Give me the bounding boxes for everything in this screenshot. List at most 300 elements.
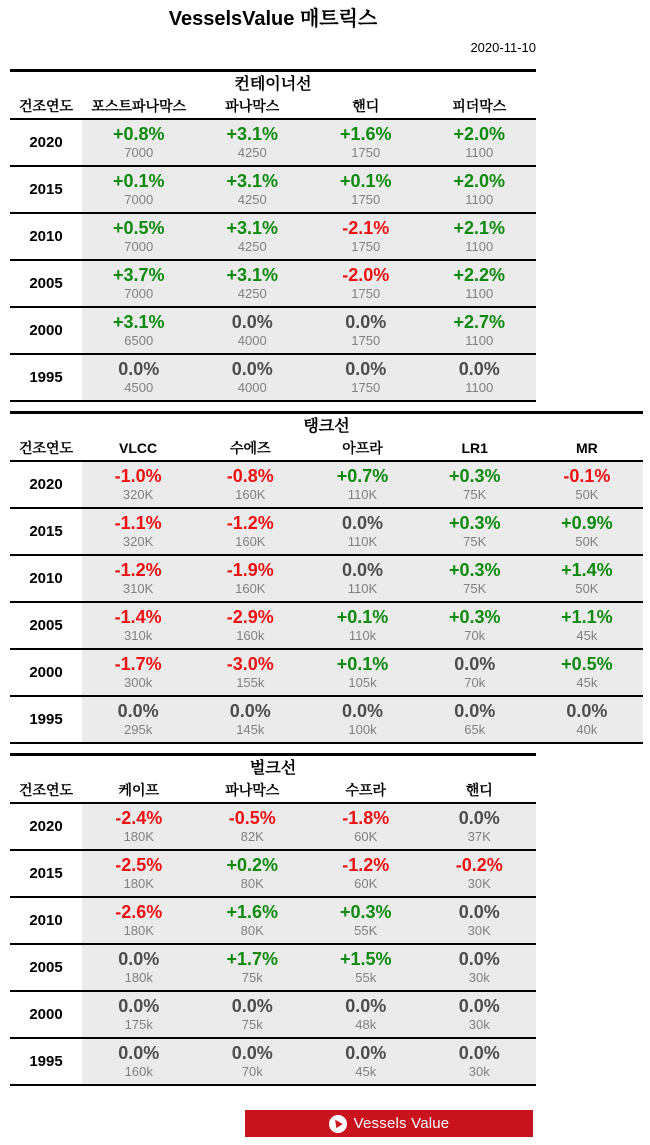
percent-change: +0.7% — [336, 466, 389, 486]
value-cells — [82, 697, 643, 742]
vessel-size: 1100 — [465, 380, 494, 395]
table-row — [10, 896, 536, 943]
percent-change: -2.5% — [115, 855, 163, 875]
table-header — [10, 411, 643, 460]
value-cell — [196, 261, 310, 306]
percent-change: 0.0% — [345, 359, 387, 379]
vessel-size: 310K — [122, 581, 154, 596]
percent-change: +3.1% — [226, 124, 279, 144]
percent-change: +1.4% — [561, 560, 613, 580]
value-cell — [423, 308, 537, 353]
value-cells — [82, 945, 536, 990]
table-row — [10, 648, 643, 695]
percent-change: +0.5% — [112, 218, 165, 238]
percent-change: -1.4% — [114, 607, 162, 627]
vessel-size: 70k — [241, 1064, 263, 1079]
table-body — [10, 802, 536, 1086]
percent-change: 0.0% — [458, 808, 500, 828]
vessel-size: 7000 — [124, 192, 154, 207]
vessel-size: 160K — [235, 487, 266, 502]
percent-change: 0.0% — [345, 312, 387, 332]
value-cell — [531, 462, 643, 507]
vessel-size: 60K — [354, 829, 378, 844]
percent-change: -3.0% — [226, 654, 274, 674]
vessel-size: 37K — [467, 829, 491, 844]
percent-change: +0.2% — [226, 855, 279, 875]
vessel-size: 6500 — [124, 333, 154, 348]
percent-change: +3.7% — [112, 265, 165, 285]
year-cell: 1995 — [10, 697, 82, 742]
table-body — [10, 118, 536, 402]
value-cells — [82, 308, 536, 353]
vessel-size: 30k — [468, 970, 490, 985]
column-header: 수프라 — [345, 782, 387, 798]
percent-change: 0.0% — [118, 949, 160, 969]
vessel-size: 1750 — [351, 333, 381, 348]
percent-change: +3.1% — [226, 171, 279, 191]
table-row — [10, 212, 536, 259]
vessel-size: 7000 — [124, 286, 154, 301]
percent-change: +2.0% — [453, 171, 506, 191]
value-cells — [82, 509, 643, 554]
percent-change: +0.3% — [339, 902, 392, 922]
table-title: 벌크선 — [249, 760, 297, 777]
column-header-row — [10, 97, 536, 118]
vessel-size: 1750 — [351, 239, 381, 254]
vessel-size: 30k — [468, 1017, 490, 1032]
vessel-size: 320K — [122, 534, 154, 549]
vessel-size: 60K — [354, 876, 378, 891]
vesselsvalue-logo-icon — [329, 1115, 347, 1133]
table-row — [10, 601, 643, 648]
percent-change: +0.1% — [336, 654, 389, 674]
value-cell — [196, 898, 310, 943]
year-cell: 2000 — [10, 650, 82, 695]
percent-change: 0.0% — [345, 996, 387, 1016]
value-cell — [309, 1039, 423, 1084]
value-cell — [423, 1039, 537, 1084]
value-cell — [194, 462, 306, 507]
year-cell: 2010 — [10, 556, 82, 601]
value-cell — [531, 697, 643, 742]
percent-change: +2.1% — [453, 218, 506, 238]
percent-change: +2.2% — [453, 265, 506, 285]
vessel-size: 105k — [348, 675, 377, 690]
value-cell — [309, 898, 423, 943]
value-cell — [82, 462, 194, 507]
value-cell — [306, 603, 418, 648]
vessel-size: 100k — [348, 722, 377, 737]
vessel-size: 1100 — [465, 192, 494, 207]
value-cell — [82, 697, 194, 742]
value-cell — [531, 509, 643, 554]
value-cell — [309, 167, 423, 212]
table-row — [10, 460, 643, 507]
value-cell — [82, 898, 196, 943]
report-date: 2020-11-10 — [470, 40, 536, 55]
value-cell — [423, 167, 537, 212]
value-cell — [82, 945, 196, 990]
vessel-size: 55k — [355, 970, 377, 985]
vessel-size: 1750 — [351, 380, 381, 395]
vessel-size: 110k — [348, 628, 377, 643]
year-cell: 2015 — [10, 167, 82, 212]
vessel-size: 50K — [575, 487, 599, 502]
vessel-size: 180K — [123, 876, 154, 891]
column-header: LR1 — [461, 440, 488, 456]
column-header: 피더막스 — [452, 98, 507, 114]
vessel-size: 145k — [236, 722, 265, 737]
value-cell — [196, 167, 310, 212]
vessel-size: 80K — [240, 923, 264, 938]
value-cell — [309, 120, 423, 165]
value-cells — [82, 261, 536, 306]
percent-change: +0.8% — [112, 124, 165, 144]
vessel-size: 55K — [354, 923, 378, 938]
value-cell — [423, 214, 537, 259]
percent-change: +1.1% — [561, 607, 613, 627]
value-cell — [194, 556, 306, 601]
vessel-size: 4250 — [237, 145, 267, 160]
report-header — [10, 0, 536, 56]
vessel-size: 1750 — [351, 145, 381, 160]
vessel-size: 175k — [124, 1017, 153, 1032]
vessel-size: 75K — [463, 534, 487, 549]
value-cells — [82, 898, 536, 943]
value-cell — [196, 355, 310, 400]
value-cell — [419, 462, 531, 507]
percent-change: +0.1% — [336, 607, 389, 627]
column-header: 수에즈 — [230, 440, 271, 456]
percent-change: 0.0% — [458, 949, 500, 969]
value-cell — [423, 804, 537, 849]
column-header: 핸디 — [352, 98, 380, 114]
value-cell — [309, 851, 423, 896]
vessel-size: 1100 — [465, 286, 494, 301]
column-header: 케이프 — [118, 782, 160, 798]
percent-change: 0.0% — [341, 513, 384, 533]
value-cell — [82, 1039, 196, 1084]
value-cell — [82, 167, 196, 212]
value-cell — [309, 804, 423, 849]
value-cell — [82, 992, 196, 1037]
column-header-row — [10, 439, 643, 460]
table-row — [10, 259, 536, 306]
percent-change: 0.0% — [454, 654, 496, 674]
column-header: VLCC — [119, 440, 158, 456]
percent-change: 0.0% — [458, 996, 500, 1016]
vessel-size: 4000 — [237, 380, 267, 395]
vessel-size: 110K — [347, 534, 378, 549]
vessel-size: 50K — [575, 581, 599, 596]
percent-change: +0.9% — [561, 513, 613, 533]
vessel-size: 1750 — [351, 286, 381, 301]
vessel-size: 45k — [576, 628, 598, 643]
table-header — [10, 69, 536, 118]
column-header: MR — [576, 440, 598, 456]
percent-change: 0.0% — [229, 701, 271, 721]
value-cell — [423, 851, 537, 896]
percent-change: 0.0% — [345, 1043, 387, 1063]
year-column-header: 건조연도 — [18, 98, 74, 114]
column-header-row — [10, 781, 536, 802]
value-cell — [309, 945, 423, 990]
vessel-size: 295k — [124, 722, 153, 737]
column-headers — [82, 781, 536, 799]
year-cell: 2015 — [10, 851, 82, 896]
value-cell — [196, 851, 310, 896]
percent-change: -1.8% — [342, 808, 390, 828]
percent-change: +0.1% — [339, 171, 392, 191]
vessel-size: 4250 — [237, 286, 267, 301]
value-cell — [196, 1039, 310, 1084]
value-cell — [306, 509, 418, 554]
vessel-size: 82K — [240, 829, 264, 844]
table-row — [10, 943, 536, 990]
year-column-header: 건조연도 — [18, 440, 74, 456]
value-cell — [82, 650, 194, 695]
year-cell: 2005 — [10, 261, 82, 306]
value-cell — [196, 945, 310, 990]
table-title: 컨테이너선 — [234, 76, 312, 93]
value-cell — [82, 120, 196, 165]
vessel-size: 180K — [123, 923, 154, 938]
percent-change: -0.8% — [226, 466, 274, 486]
value-cells — [82, 804, 536, 849]
year-cell: 2020 — [10, 804, 82, 849]
value-cell — [306, 697, 418, 742]
percent-change: +3.1% — [112, 312, 165, 332]
vessel-size: 160k — [236, 628, 265, 643]
value-cell — [309, 355, 423, 400]
vessel-size: 70k — [464, 675, 486, 690]
value-cell — [531, 603, 643, 648]
table-row — [10, 507, 643, 554]
value-cell — [196, 214, 310, 259]
percent-change: +0.3% — [448, 607, 501, 627]
vessel-size: 4000 — [237, 333, 267, 348]
percent-change: -2.6% — [115, 902, 163, 922]
percent-change: 0.0% — [118, 1043, 160, 1063]
value-cell — [194, 509, 306, 554]
table-row — [10, 165, 536, 212]
value-cell — [419, 509, 531, 554]
value-cell — [196, 120, 310, 165]
year-cell: 2005 — [10, 945, 82, 990]
value-cell — [194, 650, 306, 695]
value-cell — [419, 603, 531, 648]
value-cell — [82, 603, 194, 648]
value-cell — [419, 556, 531, 601]
vessel-size: 110K — [347, 581, 378, 596]
percent-change: +3.1% — [226, 218, 279, 238]
vessel-size: 1750 — [351, 192, 381, 207]
vessel-size: 30K — [467, 876, 491, 891]
vessel-size: 45k — [576, 675, 598, 690]
table-header — [10, 753, 536, 802]
percent-change: +1.6% — [339, 124, 392, 144]
value-cells — [82, 120, 536, 165]
vessel-size: 7000 — [124, 145, 154, 160]
vessel-size: 180k — [124, 970, 153, 985]
percent-change: -1.2% — [114, 560, 162, 580]
matrix-tables — [0, 69, 650, 1086]
value-cell — [194, 603, 306, 648]
vessel-size: 48k — [355, 1017, 377, 1032]
vessel-size: 75k — [241, 970, 263, 985]
vessel-size: 310k — [124, 628, 153, 643]
value-cell — [309, 214, 423, 259]
column-header: 파나막스 — [225, 782, 280, 798]
value-cell — [82, 308, 196, 353]
table-body — [10, 460, 643, 744]
year-cell: 2010 — [10, 898, 82, 943]
percent-change: 0.0% — [458, 902, 500, 922]
vessel-size: 300k — [124, 675, 153, 690]
table-row — [10, 802, 536, 849]
value-cells — [82, 1039, 536, 1084]
vessel-size: 1100 — [465, 239, 494, 254]
value-cells — [82, 355, 536, 400]
column-header: 파나막스 — [225, 98, 280, 114]
value-cell — [423, 898, 537, 943]
percent-change: +1.7% — [226, 949, 279, 969]
percent-change: -1.7% — [114, 654, 162, 674]
value-cell — [196, 804, 310, 849]
column-headers — [82, 439, 643, 457]
value-cell — [423, 261, 537, 306]
year-cell: 2020 — [10, 120, 82, 165]
value-cell — [306, 556, 418, 601]
percent-change: -1.2% — [342, 855, 390, 875]
percent-change: 0.0% — [458, 1043, 500, 1063]
value-cell — [82, 355, 196, 400]
percent-change: +2.0% — [453, 124, 506, 144]
vessel-size: 4500 — [124, 380, 154, 395]
percent-change: -1.2% — [226, 513, 274, 533]
percent-change: +1.6% — [226, 902, 279, 922]
percent-change: -2.4% — [115, 808, 163, 828]
table-row — [10, 554, 643, 601]
value-cell — [82, 804, 196, 849]
bulker-table — [10, 753, 536, 1086]
vessel-size: 80K — [240, 876, 264, 891]
vessel-size: 70k — [464, 628, 486, 643]
vessel-size: 160k — [124, 1064, 153, 1079]
column-header: 포스트파나막스 — [91, 98, 187, 114]
percent-change: +2.7% — [453, 312, 506, 332]
percent-change: 0.0% — [231, 312, 273, 332]
vessel-size: 110K — [347, 487, 378, 502]
year-cell: 1995 — [10, 355, 82, 400]
brand-banner — [245, 1110, 533, 1137]
percent-change: -0.1% — [563, 466, 611, 486]
year-cell: 2020 — [10, 462, 82, 507]
table-row — [10, 990, 536, 1037]
value-cells — [82, 603, 643, 648]
value-cell — [423, 120, 537, 165]
year-cell: 2015 — [10, 509, 82, 554]
vessel-size: 50K — [575, 534, 599, 549]
value-cell — [306, 462, 418, 507]
value-cells — [82, 851, 536, 896]
column-headers — [82, 97, 536, 115]
percent-change: 0.0% — [231, 996, 273, 1016]
table-row — [10, 849, 536, 896]
container-table — [10, 69, 536, 402]
percent-change: 0.0% — [118, 996, 160, 1016]
vessel-size: 65k — [464, 722, 486, 737]
percent-change: 0.0% — [341, 560, 384, 580]
value-cell — [82, 261, 196, 306]
value-cell — [309, 261, 423, 306]
value-cells — [82, 992, 536, 1037]
percent-change: 0.0% — [117, 701, 159, 721]
value-cell — [531, 556, 643, 601]
value-cells — [82, 556, 643, 601]
value-cell — [423, 355, 537, 400]
column-header: 아프라 — [342, 440, 383, 456]
vessel-size: 45k — [355, 1064, 377, 1079]
percent-change: -2.0% — [342, 265, 390, 285]
value-cell — [196, 308, 310, 353]
value-cell — [82, 509, 194, 554]
table-row — [10, 1037, 536, 1084]
percent-change: 0.0% — [231, 1043, 273, 1063]
vessel-size: 1100 — [465, 145, 494, 160]
value-cell — [423, 945, 537, 990]
tanker-table — [10, 411, 643, 744]
vessel-size: 4250 — [237, 239, 267, 254]
table-row — [10, 695, 643, 742]
year-cell: 2010 — [10, 214, 82, 259]
page-title: VesselsValue 매트릭스 — [168, 8, 378, 30]
year-cell: 2000 — [10, 308, 82, 353]
value-cell — [423, 992, 537, 1037]
table-row — [10, 306, 536, 353]
value-cell — [531, 650, 643, 695]
vessel-size: 75K — [463, 487, 487, 502]
percent-change: 0.0% — [341, 701, 384, 721]
vessel-size: 155k — [236, 675, 265, 690]
table-title: 탱크선 — [303, 418, 350, 435]
percent-change: +0.1% — [112, 171, 165, 191]
vessel-size: 320K — [122, 487, 154, 502]
vessel-size: 75k — [241, 1017, 263, 1032]
value-cell — [194, 697, 306, 742]
percent-change: +3.1% — [226, 265, 279, 285]
percent-change: +0.3% — [448, 513, 501, 533]
value-cell — [82, 851, 196, 896]
vessel-size: 1100 — [465, 333, 494, 348]
percent-change: -0.2% — [455, 855, 503, 875]
table-row — [10, 118, 536, 165]
value-cell — [306, 650, 418, 695]
percent-change: -2.1% — [342, 218, 390, 238]
percent-change: -2.9% — [226, 607, 274, 627]
vessel-size: 75K — [463, 581, 487, 596]
percent-change: -1.9% — [226, 560, 274, 580]
value-cells — [82, 214, 536, 259]
percent-change: 0.0% — [458, 359, 500, 379]
value-cell — [82, 556, 194, 601]
vessel-size: 4250 — [237, 192, 267, 207]
value-cell — [419, 650, 531, 695]
percent-change: 0.0% — [231, 359, 273, 379]
vessel-size: 40k — [576, 722, 598, 737]
percent-change: +1.5% — [339, 949, 392, 969]
value-cell — [309, 308, 423, 353]
